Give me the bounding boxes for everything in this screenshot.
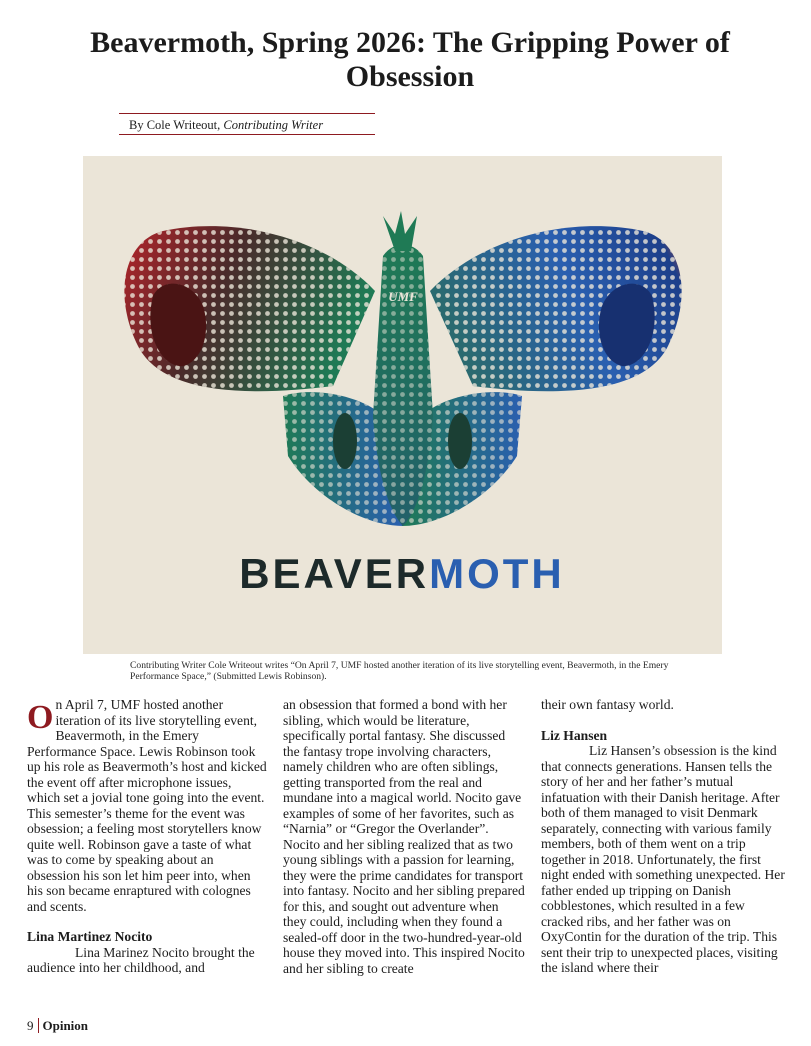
page-number: 9 (27, 1018, 39, 1033)
section-name: Opinion (42, 1018, 89, 1033)
lina-paragraph: Lina Marinez Nocito brought the audience into her childhood, and (27, 944, 255, 975)
column-3 (541, 697, 785, 976)
byline (119, 113, 375, 135)
beavermoth-print-image (83, 156, 722, 654)
lina-continued-paragraph: an obsession that formed a bond with her sibling, which would be literature, specifically portal fantasy. She discussed the fantasy trope involving characters, namely children who are often siblings, getting transported from the real and mundane into a magical world. Nocito gave examples of some of her favorites, such as “Narnia” or “Gregor the Overlander”. Nocito and her sibling realized that as two young siblings with a passion for learning, they were the prime candidates for transport into fantasy. Nocito and her sibling prepared for this, and sought out adventure when they could, including when they found a sealed-off door in the two-hundred-year-old house they moved into. This inspired Nocito and her sibling to create (283, 697, 525, 976)
subhead-lina: Lina Martinez Nocito (27, 929, 153, 944)
article-photo (83, 156, 722, 654)
column-2 (283, 697, 525, 976)
article-title: Beavermoth, Spring 2026: The Gripping Power of Obsession (90, 26, 730, 93)
subhead-liz: Liz Hansen (541, 727, 608, 743)
lina-end-paragraph: their own fantasy world. (541, 697, 674, 712)
wordmark-part1: BEAVER (239, 550, 430, 597)
byline-role: Contributing Writer (223, 118, 324, 132)
intro-paragraph (27, 697, 267, 914)
beavermoth-wordmark (239, 550, 565, 597)
photo-caption: Contributing Writer Cole Writeout writes “On April 7, UMF hosted another iteration of its live storytelling event, Beavermoth, in the Emery Performance Space,” (Submitted Lewis Robinson). (130, 660, 669, 682)
moth-label: UMF (388, 289, 418, 304)
drop-cap: O (27, 699, 54, 736)
intro-text: n April 7, UMF hosted another iteration of its live storytelling event, Beavermoth, in the Emery Performance Space. Lewis Robinson took up his role as Beavermoth’s host and kicked the event off after microphone issues, which set a jovial tone going into the event. This semester’s theme for the event was obsession; a feeling most storytellers know quite well. Robinson gave a taste of what was to come by speaking about an obsession his son let him peer into, when his son became enraptured with colognes and scents. (27, 697, 267, 914)
liz-paragraph: Liz Hansen’s obsession is the kind that connects generations. Hansen tells the story of her and her father’s mutual infatuation with their Danish heritage. After both of them managed to visit Denmark separately, connecting with various family members, both of them went on a trip together in 2018. Unfortunately, the first night ended with something unexpected. Her father ended up tripping on Danish cobblestones, which resulted in a few cracked ribs, and her father was on OxyContin for the duration of the trip. This sent their trip to unexpected places, visiting the island where their (541, 743, 785, 975)
byline-author: By Cole Writeout, (129, 118, 221, 132)
column-1 (27, 697, 267, 976)
page-footer (27, 1018, 88, 1034)
wordmark-part2: MOTH (429, 550, 565, 597)
